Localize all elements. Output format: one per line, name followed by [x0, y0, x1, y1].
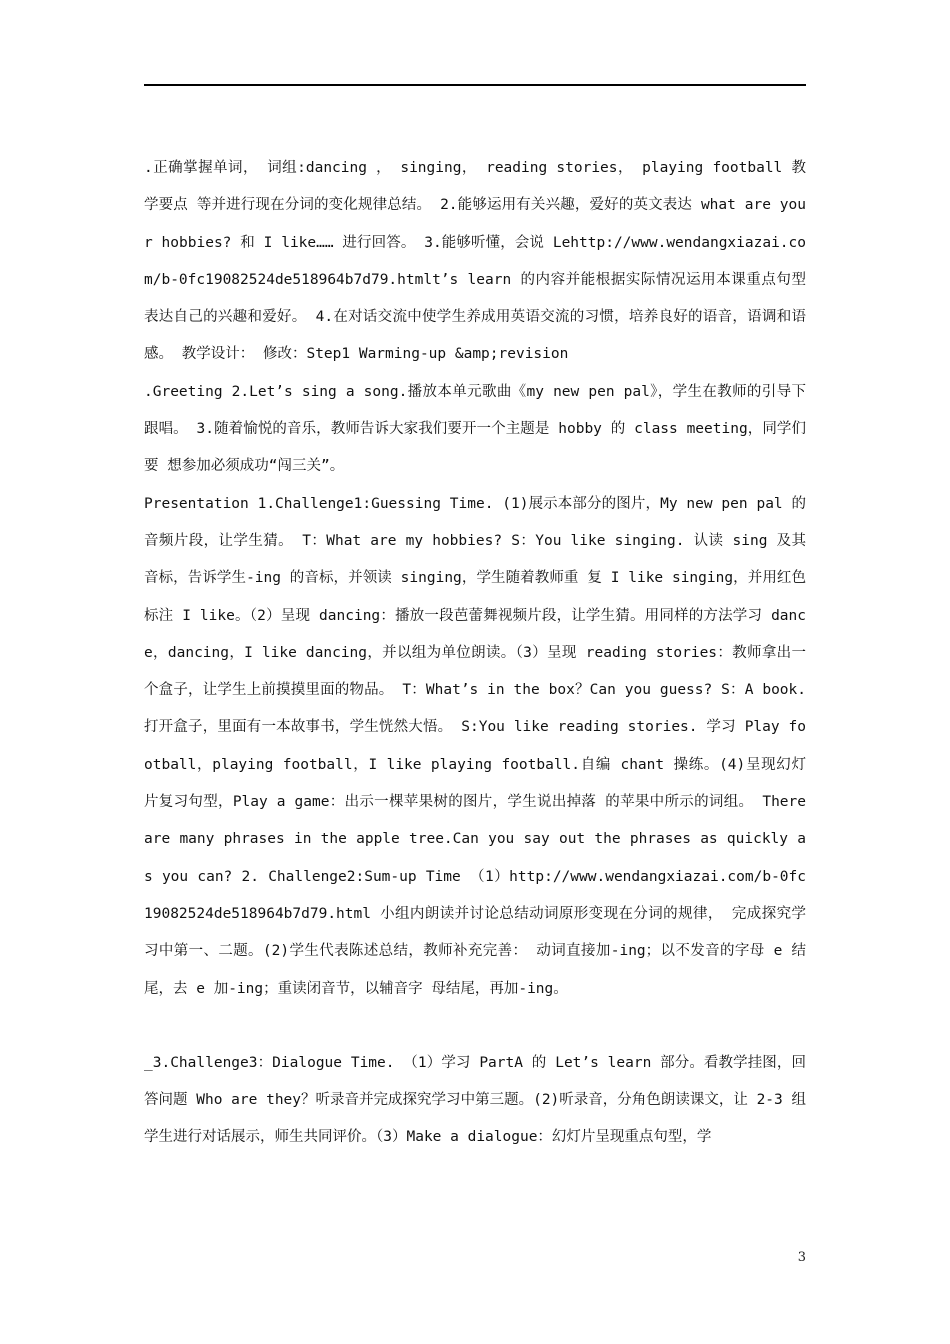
document-body: [144, 150, 806, 1157]
paragraph-spacer: [144, 1008, 806, 1045]
paragraph-presentation: Presentation 1.Challenge1:Guessing Time. (1)展示本部分的图片，My new pen pal 的音频片段，让学生猜。 T：What are my hobbies? S：You like singing. 认读 sing 及其音标，告诉学生-ing 的音标，并领读 singing，学生随着教师重 复 I like singing，并用红色标注 I like。（2）呈现 dancing：播放一段芭蕾舞视频片段，让学生猜。用同样的方法学习 dance，dancing，I like dancing，并以组为单位朗读。（3）呈现 reading stories：教师拿出一个盒子，让学生上前摸摸里面的物品。 T：What’s in the box？Can you guess? S：A book. 打开盒子，里面有一本故事书，学生恍然大悟。 S:You like reading stories. 学习 Play football，playing football，I like playing football.自编 chant 操练。(4)呈现幻灯片复习句型，Play a game：出示一棵苹果树的图片，学生说出掉落 的苹果中所示的词组。 There are many phrases in the apple tree.Can you say out the phrases as quickly as you can? 2. Challenge2:Sum-up Time （1）http://www.wendangxiazai.com/b-0fc19082524de518964b7d79.html 小组内朗读并讨论总结动词原形变现在分词的规律， 完成探究学习中第一、二题。(2)学生代表陈述总结，教师补充完善： 动词直接加-ing；以不发音的字母 e 结尾，去 e 加-ing；重读闭音节，以辅音字 母结尾，再加-ing。: [144, 495, 806, 997]
paragraph-greeting: .Greeting 2.Let’s sing a song.播放本单元歌曲《my new pen pal》，学生在教师的引导下跟唱。 3.随着愉悦的音乐，教师告诉大家我们要开一个主题是 hobby 的 class meeting，同学们要 想参加必须成功“闯三关”。: [144, 383, 806, 475]
paragraph-objectives: .正确掌握单词， 词组:dancing ， singing， reading stories， playing football 教学要点 等并进行现在分词的变化规律总结。 2.能够运用有关兴趣，爱好的英文表达 what are your hobbies? 和 I like…… 进行回答。 3.能够听懂，会说 Lehttp://www.wendangxiazai.com/b-0fc19082524de518964b7d79.htmlt’s learn 的内容并能根据实际情况运用本课重点句型 表达自己的兴趣和爱好。 4.在对话交流中使学生养成用英语交流的习惯，培养良好的语音，语调和语感。 教学设计： 修改：Step1 Warming-up &amp;revision: [144, 160, 806, 363]
header-rule: [144, 84, 806, 86]
paragraph-challenge3: _3.Challenge3：Dialogue Time. （1）学习 PartA 的 Let’s learn 部分。看教学挂图，回答问题 Who are they？听录音并完成探究学习中第三题。(2)听录音，分角色朗读课文，让 2-3 组学生进行对话展示，师生共同评价。（3）Make a dialogue：幻灯片呈现重点句型，学: [144, 1054, 806, 1146]
page-number: 3: [797, 1250, 806, 1265]
